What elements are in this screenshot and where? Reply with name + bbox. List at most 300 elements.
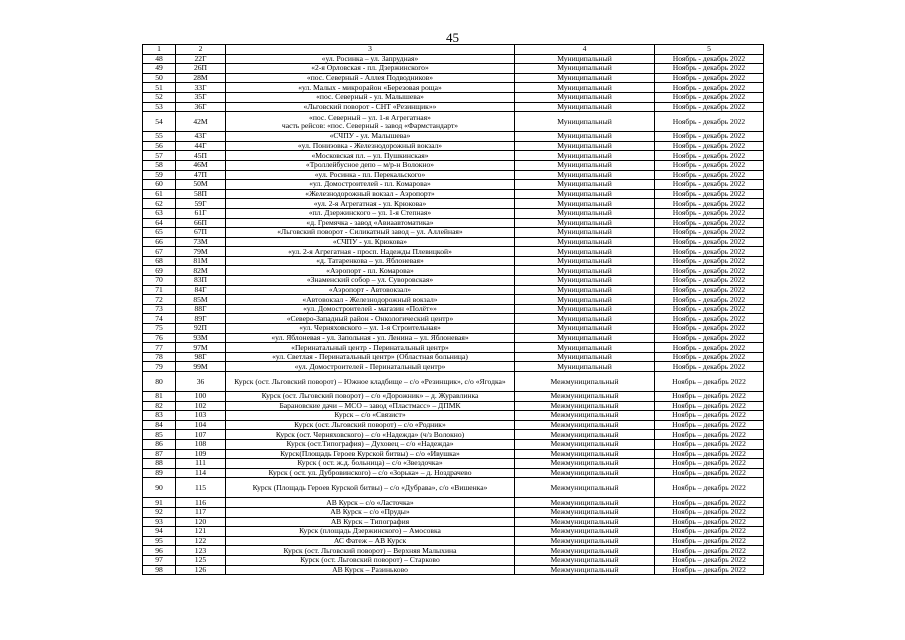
route-type-cell: Муниципальный xyxy=(515,180,655,190)
row-number-cell: 48 xyxy=(143,54,176,64)
route-type-cell: Межмуниципальный xyxy=(515,536,655,546)
route-type-cell: Муниципальный xyxy=(515,64,655,74)
route-name-cell: АВ Курск – Типография xyxy=(226,517,515,527)
route-name-cell: «ул. 2-я Агрегатная - ул. Крюкова» xyxy=(226,199,515,209)
route-type-cell: Межмуниципальный xyxy=(515,527,655,537)
period-cell: Ноябрь – декабрь 2022 xyxy=(655,439,764,449)
row-number-cell: 56 xyxy=(143,141,176,151)
route-number-cell: 46М xyxy=(176,160,226,170)
row-number-cell: 67 xyxy=(143,247,176,257)
period-cell: Ноябрь – декабрь 2022 xyxy=(655,449,764,459)
route-name-cell: «Перинатальный центр - Перинатальный центр» xyxy=(226,343,515,353)
row-number-cell: 54 xyxy=(143,112,176,132)
period-cell: Ноябрь - декабрь 2022 xyxy=(655,102,764,112)
table-row xyxy=(143,102,764,112)
row-number-cell: 50 xyxy=(143,73,176,83)
route-type-cell: Межмуниципальный xyxy=(515,430,655,440)
route-name-cell: «Аэропорт - Автовокзал» xyxy=(226,285,515,295)
period-cell: Ноябрь – декабрь 2022 xyxy=(655,420,764,430)
route-name-cell: Курск (ост. Льговский поворот) – Верхняя Малыхина xyxy=(226,546,515,556)
route-name-cell: Курск(Площадь Героев Курской битвы) – с/о «Ивушка» xyxy=(226,449,515,459)
row-number-cell: 63 xyxy=(143,208,176,218)
route-type-cell: Муниципальный xyxy=(515,324,655,334)
table-row xyxy=(143,73,764,83)
route-type-cell: Муниципальный xyxy=(515,170,655,180)
route-type-cell: Муниципальный xyxy=(515,256,655,266)
route-type-cell: Муниципальный xyxy=(515,151,655,161)
route-number-cell: 42М xyxy=(176,112,226,132)
route-number-cell: 97М xyxy=(176,343,226,353)
route-type-cell: Муниципальный xyxy=(515,266,655,276)
table-row xyxy=(143,64,764,74)
column-header: 4 xyxy=(515,45,655,55)
table-row xyxy=(143,439,764,449)
table-row xyxy=(143,362,764,372)
table-row xyxy=(143,420,764,430)
period-cell: Ноябрь - декабрь 2022 xyxy=(655,160,764,170)
route-number-cell: 108 xyxy=(176,439,226,449)
table-row xyxy=(143,430,764,440)
table-row xyxy=(143,256,764,266)
period-cell: Ноябрь - декабрь 2022 xyxy=(655,333,764,343)
column-header: 2 xyxy=(176,45,226,55)
table-row xyxy=(143,132,764,142)
period-cell: Ноябрь – декабрь 2022 xyxy=(655,478,764,498)
row-number-cell: 83 xyxy=(143,411,176,421)
period-cell: Ноябрь – декабрь 2022 xyxy=(655,459,764,469)
table-row xyxy=(143,372,764,392)
route-name-cell: «ул. 2-я Агрегатная - просп. Надежды Плевицкой» xyxy=(226,247,515,257)
route-name-cell: «Льговский поворот - СНТ «Резинщик»» xyxy=(226,102,515,112)
route-number-cell: 104 xyxy=(176,420,226,430)
row-number-cell: 59 xyxy=(143,170,176,180)
route-type-cell: Муниципальный xyxy=(515,160,655,170)
route-type-cell: Межмуниципальный xyxy=(515,420,655,430)
route-name-cell: «Троллейбусное депо – м/р-н Волокно» xyxy=(226,160,515,170)
route-number-cell: 88Г xyxy=(176,304,226,314)
table-row xyxy=(143,478,764,498)
route-type-cell: Муниципальный xyxy=(515,295,655,305)
route-type-cell: Муниципальный xyxy=(515,112,655,132)
row-number-cell: 76 xyxy=(143,333,176,343)
column-header: 3 xyxy=(226,45,515,55)
route-type-cell: Муниципальный xyxy=(515,132,655,142)
period-cell: Ноябрь - декабрь 2022 xyxy=(655,247,764,257)
period-cell: Ноябрь - декабрь 2022 xyxy=(655,304,764,314)
route-type-cell: Межмуниципальный xyxy=(515,401,655,411)
row-number-cell: 52 xyxy=(143,92,176,102)
route-name-cell: «ул. Малых - микрорайон «Березовая роща» xyxy=(226,83,515,93)
route-type-cell: Муниципальный xyxy=(515,92,655,102)
route-type-cell: Межмуниципальный xyxy=(515,517,655,527)
route-number-cell: 61Г xyxy=(176,208,226,218)
row-number-cell: 77 xyxy=(143,343,176,353)
period-cell: Ноябрь - декабрь 2022 xyxy=(655,276,764,286)
table-row xyxy=(143,83,764,93)
row-number-cell: 84 xyxy=(143,420,176,430)
table-row xyxy=(143,392,764,402)
route-number-cell: 33Г xyxy=(176,83,226,93)
period-cell: Ноябрь - декабрь 2022 xyxy=(655,132,764,142)
period-cell: Ноябрь – декабрь 2022 xyxy=(655,555,764,565)
route-name-cell: «Автовокзал - Железнодорожный вокзал» xyxy=(226,295,515,305)
route-number-cell: 81М xyxy=(176,256,226,266)
route-type-cell: Межмуниципальный xyxy=(515,372,655,392)
route-number-cell: 58П xyxy=(176,189,226,199)
table-row xyxy=(143,498,764,508)
route-number-cell: 115 xyxy=(176,478,226,498)
period-cell: Ноябрь – декабрь 2022 xyxy=(655,468,764,478)
route-number-cell: 123 xyxy=(176,546,226,556)
route-name-cell: «Знаменский собор – ул. Суворовская» xyxy=(226,276,515,286)
route-type-cell: Муниципальный xyxy=(515,228,655,238)
period-cell: Ноябрь - декабрь 2022 xyxy=(655,83,764,93)
period-cell: Ноябрь - декабрь 2022 xyxy=(655,189,764,199)
route-type-cell: Межмуниципальный xyxy=(515,507,655,517)
route-name-cell: «Аэропорт - пл. Комарова» xyxy=(226,266,515,276)
period-cell: Ноябрь - декабрь 2022 xyxy=(655,64,764,74)
table-row xyxy=(143,352,764,362)
period-cell: Ноябрь - декабрь 2022 xyxy=(655,362,764,372)
route-number-cell: 99М xyxy=(176,362,226,372)
route-name-cell: «д. Татаренкова – ул. Яблоневая» xyxy=(226,256,515,266)
period-cell: Ноябрь - декабрь 2022 xyxy=(655,295,764,305)
route-name-cell: Курск ( ост. ж.д. больница) – с/о «Звездочка» xyxy=(226,459,515,469)
route-number-cell: 120 xyxy=(176,517,226,527)
route-name-cell: Курск (ост. Льговский поворот) – Южное кладбище – с/о «Резинщик», с/о «Ягодка» xyxy=(226,372,515,392)
period-cell: Ноябрь - декабрь 2022 xyxy=(655,208,764,218)
period-cell: Ноябрь - декабрь 2022 xyxy=(655,218,764,228)
row-number-cell: 79 xyxy=(143,362,176,372)
row-number-cell: 70 xyxy=(143,276,176,286)
route-name-cell: «ул. Домостроителей - пл. Комарова» xyxy=(226,180,515,190)
route-type-cell: Муниципальный xyxy=(515,208,655,218)
route-name-cell: Курск (ост.Типография) – Духовец – с/о «Надежда» xyxy=(226,439,515,449)
period-cell: Ноябрь - декабрь 2022 xyxy=(655,141,764,151)
route-type-cell: Муниципальный xyxy=(515,276,655,286)
period-cell: Ноябрь - декабрь 2022 xyxy=(655,54,764,64)
row-number-cell: 64 xyxy=(143,218,176,228)
period-cell: Ноябрь – декабрь 2022 xyxy=(655,498,764,508)
route-name-cell: АВ Курск – Разиньково xyxy=(226,565,515,575)
route-type-cell: Межмуниципальный xyxy=(515,411,655,421)
route-number-cell: 109 xyxy=(176,449,226,459)
table-row xyxy=(143,54,764,64)
row-number-cell: 89 xyxy=(143,468,176,478)
route-name-cell: Курск (ост. Льговский поворот) – с/о «Родник» xyxy=(226,420,515,430)
route-number-cell: 79М xyxy=(176,247,226,257)
period-cell: Ноябрь - декабрь 2022 xyxy=(655,314,764,324)
period-cell: Ноябрь – декабрь 2022 xyxy=(655,401,764,411)
route-name-cell: «ул. Черняховского – ул. 1-я Строительная» xyxy=(226,324,515,334)
table-row xyxy=(143,401,764,411)
route-number-cell: 125 xyxy=(176,555,226,565)
period-cell: Ноябрь - декабрь 2022 xyxy=(655,237,764,247)
row-number-cell: 62 xyxy=(143,199,176,209)
route-type-cell: Муниципальный xyxy=(515,54,655,64)
route-name-cell: «пос. Северный - Аллея Подводников» xyxy=(226,73,515,83)
row-number-cell: 97 xyxy=(143,555,176,565)
table-row xyxy=(143,285,764,295)
row-number-cell: 81 xyxy=(143,392,176,402)
route-number-cell: 36 xyxy=(176,372,226,392)
route-number-cell: 26П xyxy=(176,64,226,74)
route-number-cell: 107 xyxy=(176,430,226,440)
route-type-cell: Межмуниципальный xyxy=(515,555,655,565)
route-name-cell: «Северо-Западный район - Онкологический центр» xyxy=(226,314,515,324)
route-name-cell: АВ Курск – с/о «Ласточка» xyxy=(226,498,515,508)
table-row xyxy=(143,459,764,469)
table-row xyxy=(143,189,764,199)
table-row xyxy=(143,218,764,228)
route-type-cell: Муниципальный xyxy=(515,304,655,314)
route-number-cell: 73М xyxy=(176,237,226,247)
route-name-cell: Курск ( ост. ул. Дубровинского) – с/о «Зорька» – д. Ноздрачево xyxy=(226,468,515,478)
table-row xyxy=(143,112,764,132)
period-cell: Ноябрь – декабрь 2022 xyxy=(655,411,764,421)
table-row xyxy=(143,449,764,459)
period-cell: Ноябрь – декабрь 2022 xyxy=(655,565,764,575)
period-cell: Ноябрь – декабрь 2022 xyxy=(655,392,764,402)
column-header: 5 xyxy=(655,45,764,55)
table-row xyxy=(143,468,764,478)
row-number-cell: 71 xyxy=(143,285,176,295)
table-row xyxy=(143,141,764,151)
route-type-cell: Муниципальный xyxy=(515,199,655,209)
row-number-cell: 75 xyxy=(143,324,176,334)
route-type-cell: Межмуниципальный xyxy=(515,449,655,459)
table-row xyxy=(143,208,764,218)
route-number-cell: 36Г xyxy=(176,102,226,112)
route-name-cell: «Московская пл. – ул. Пушкинская» xyxy=(226,151,515,161)
route-number-cell: 47П xyxy=(176,170,226,180)
row-number-cell: 92 xyxy=(143,507,176,517)
row-number-cell: 95 xyxy=(143,536,176,546)
row-number-cell: 98 xyxy=(143,565,176,575)
table-row xyxy=(143,546,764,556)
table-row xyxy=(143,333,764,343)
route-name-cell: АВ Курск – с/о «Пруды» xyxy=(226,507,515,517)
route-number-cell: 35Г xyxy=(176,92,226,102)
route-name-cell: «ул. Домостроителей - Перинатальный центр» xyxy=(226,362,515,372)
route-number-cell: 103 xyxy=(176,411,226,421)
period-cell: Ноябрь – декабрь 2022 xyxy=(655,517,764,527)
route-number-cell: 114 xyxy=(176,468,226,478)
table-row xyxy=(143,324,764,334)
route-type-cell: Муниципальный xyxy=(515,314,655,324)
route-number-cell: 117 xyxy=(176,507,226,517)
period-cell: Ноябрь - декабрь 2022 xyxy=(655,352,764,362)
period-cell: Ноябрь - декабрь 2022 xyxy=(655,343,764,353)
route-number-cell: 98Г xyxy=(176,352,226,362)
table-row xyxy=(143,527,764,537)
route-type-cell: Межмуниципальный xyxy=(515,439,655,449)
page-number: 45 xyxy=(446,30,459,45)
period-cell: Ноябрь - декабрь 2022 xyxy=(655,266,764,276)
route-type-cell: Межмуниципальный xyxy=(515,459,655,469)
route-number-cell: 92П xyxy=(176,324,226,334)
route-number-cell: 122 xyxy=(176,536,226,546)
route-type-cell: Межмуниципальный xyxy=(515,478,655,498)
route-number-cell: 43Г xyxy=(176,132,226,142)
period-cell: Ноябрь - декабрь 2022 xyxy=(655,324,764,334)
row-number-cell: 73 xyxy=(143,304,176,314)
period-cell: Ноябрь – декабрь 2022 xyxy=(655,536,764,546)
route-name-cell: «ул. Яблоневая - ул. Запольная - ул. Ленина – ул. Яблоневая» xyxy=(226,333,515,343)
route-name-cell: «ул. Росинка – ул. Запрудная» xyxy=(226,54,515,64)
routes-table-body xyxy=(143,45,764,575)
row-number-cell: 49 xyxy=(143,64,176,74)
row-number-cell: 69 xyxy=(143,266,176,276)
route-type-cell: Муниципальный xyxy=(515,141,655,151)
route-name-cell: Курск (ост. Льговский поворот) – Старково xyxy=(226,555,515,565)
period-cell: Ноябрь - декабрь 2022 xyxy=(655,228,764,238)
route-type-cell: Муниципальный xyxy=(515,237,655,247)
route-type-cell: Муниципальный xyxy=(515,352,655,362)
row-number-cell: 78 xyxy=(143,352,176,362)
route-number-cell: 102 xyxy=(176,401,226,411)
route-name-cell: Курск (ост. Льговский поворот) – с/о «Дорожник» – д. Журавлинка xyxy=(226,392,515,402)
route-number-cell: 22Г xyxy=(176,54,226,64)
route-type-cell: Муниципальный xyxy=(515,362,655,372)
route-type-cell: Межмуниципальный xyxy=(515,468,655,478)
route-number-cell: 83П xyxy=(176,276,226,286)
route-number-cell: 66П xyxy=(176,218,226,228)
table-row xyxy=(143,517,764,527)
route-type-cell: Межмуниципальный xyxy=(515,546,655,556)
header-row xyxy=(143,45,764,55)
route-number-cell: 50М xyxy=(176,180,226,190)
route-number-cell: 82М xyxy=(176,266,226,276)
table-row xyxy=(143,151,764,161)
row-number-cell: 61 xyxy=(143,189,176,199)
route-type-cell: Межмуниципальный xyxy=(515,498,655,508)
table-row xyxy=(143,180,764,190)
route-type-cell: Муниципальный xyxy=(515,102,655,112)
route-name-cell: Барановские дачи – МСО – завод «Пластмасс» – ДПМК xyxy=(226,401,515,411)
route-number-cell: 126 xyxy=(176,565,226,575)
row-number-cell: 93 xyxy=(143,517,176,527)
route-name-cell: Курск (ост. Черняховского) – с/о «Надежда» (ч/з Волокно) xyxy=(226,430,515,440)
column-header: 1 xyxy=(143,45,176,55)
row-number-cell: 88 xyxy=(143,459,176,469)
table-row xyxy=(143,411,764,421)
table-row xyxy=(143,170,764,180)
route-number-cell: 45П xyxy=(176,151,226,161)
route-type-cell: Межмуниципальный xyxy=(515,565,655,575)
row-number-cell: 58 xyxy=(143,160,176,170)
route-name-cell: «ул. Росинка - пл. Перекальского» xyxy=(226,170,515,180)
period-cell: Ноябрь – декабрь 2022 xyxy=(655,372,764,392)
period-cell: Ноябрь - декабрь 2022 xyxy=(655,256,764,266)
route-type-cell: Муниципальный xyxy=(515,218,655,228)
route-number-cell: 121 xyxy=(176,527,226,537)
route-number-cell: 28М xyxy=(176,73,226,83)
table-row xyxy=(143,199,764,209)
route-name-cell: АС Фатеж – АВ Курск xyxy=(226,536,515,546)
period-cell: Ноябрь – декабрь 2022 xyxy=(655,546,764,556)
route-number-cell: 59Г xyxy=(176,199,226,209)
route-name-cell: «пл. Дзержинского – ул. 1-я Степная» xyxy=(226,208,515,218)
table-row xyxy=(143,247,764,257)
route-type-cell: Межмуниципальный xyxy=(515,392,655,402)
route-number-cell: 89Г xyxy=(176,314,226,324)
table-row xyxy=(143,536,764,546)
period-cell: Ноябрь - декабрь 2022 xyxy=(655,285,764,295)
route-name-cell: «пос. Северный - ул. Малышева» xyxy=(226,92,515,102)
period-cell: Ноябрь - декабрь 2022 xyxy=(655,199,764,209)
route-type-cell: Муниципальный xyxy=(515,285,655,295)
table-row xyxy=(143,295,764,305)
route-type-cell: Муниципальный xyxy=(515,247,655,257)
route-number-cell: 93М xyxy=(176,333,226,343)
route-name-cell: Курск (площадь Дзержинского) – Амосовка xyxy=(226,527,515,537)
route-name-cell: «ул. Домостроителей - магазин «Полёт»» xyxy=(226,304,515,314)
route-type-cell: Муниципальный xyxy=(515,343,655,353)
route-name-cell: Курск (Площадь Героев Курской битвы) – с/о «Дубрава», с/о «Вишенка» xyxy=(226,478,515,498)
row-number-cell: 80 xyxy=(143,372,176,392)
routes-table xyxy=(142,44,764,575)
row-number-cell: 55 xyxy=(143,132,176,142)
route-number-cell: 100 xyxy=(176,392,226,402)
route-name-cell: «СЧПУ - ул. Крюкова» xyxy=(226,237,515,247)
row-number-cell: 53 xyxy=(143,102,176,112)
row-number-cell: 51 xyxy=(143,83,176,93)
period-cell: Ноябрь – декабрь 2022 xyxy=(655,430,764,440)
route-name-cell: Курск – с/о «Связист» xyxy=(226,411,515,421)
period-cell: Ноябрь - декабрь 2022 xyxy=(655,151,764,161)
row-number-cell: 94 xyxy=(143,527,176,537)
route-type-cell: Муниципальный xyxy=(515,333,655,343)
row-number-cell: 72 xyxy=(143,295,176,305)
route-name-cell: «пос. Северный – ул. 1-я Агрегатная» часть рейсов: «пос. Северный - завод «Фармстандарт» xyxy=(226,112,515,132)
route-type-cell: Муниципальный xyxy=(515,189,655,199)
row-number-cell: 60 xyxy=(143,180,176,190)
table-row xyxy=(143,555,764,565)
route-name-cell: «Железнодорожный вокзал - Аэропорт» xyxy=(226,189,515,199)
row-number-cell: 68 xyxy=(143,256,176,266)
row-number-cell: 91 xyxy=(143,498,176,508)
table-row xyxy=(143,276,764,286)
period-cell: Ноябрь – декабрь 2022 xyxy=(655,507,764,517)
route-number-cell: 67П xyxy=(176,228,226,238)
row-number-cell: 87 xyxy=(143,449,176,459)
route-number-cell: 111 xyxy=(176,459,226,469)
period-cell: Ноябрь - декабрь 2022 xyxy=(655,180,764,190)
route-number-cell: 116 xyxy=(176,498,226,508)
row-number-cell: 96 xyxy=(143,546,176,556)
route-type-cell: Муниципальный xyxy=(515,73,655,83)
period-cell: Ноябрь - декабрь 2022 xyxy=(655,92,764,102)
row-number-cell: 65 xyxy=(143,228,176,238)
row-number-cell: 82 xyxy=(143,401,176,411)
route-number-cell: 84Г xyxy=(176,285,226,295)
table-row xyxy=(143,92,764,102)
table-row xyxy=(143,160,764,170)
row-number-cell: 90 xyxy=(143,478,176,498)
route-name-cell: «СЧПУ - ул. Малышева» xyxy=(226,132,515,142)
route-number-cell: 44Г xyxy=(176,141,226,151)
period-cell: Ноябрь – декабрь 2022 xyxy=(655,527,764,537)
route-number-cell: 85М xyxy=(176,295,226,305)
route-name-cell: «ул. Светлая - Перинатальный центр» (Областная больница) xyxy=(226,352,515,362)
table-row xyxy=(143,314,764,324)
route-name-cell: «д. Гремячка - завод «Авиаавтоматика» xyxy=(226,218,515,228)
period-cell: Ноябрь - декабрь 2022 xyxy=(655,73,764,83)
row-number-cell: 85 xyxy=(143,430,176,440)
row-number-cell: 74 xyxy=(143,314,176,324)
row-number-cell: 86 xyxy=(143,439,176,449)
